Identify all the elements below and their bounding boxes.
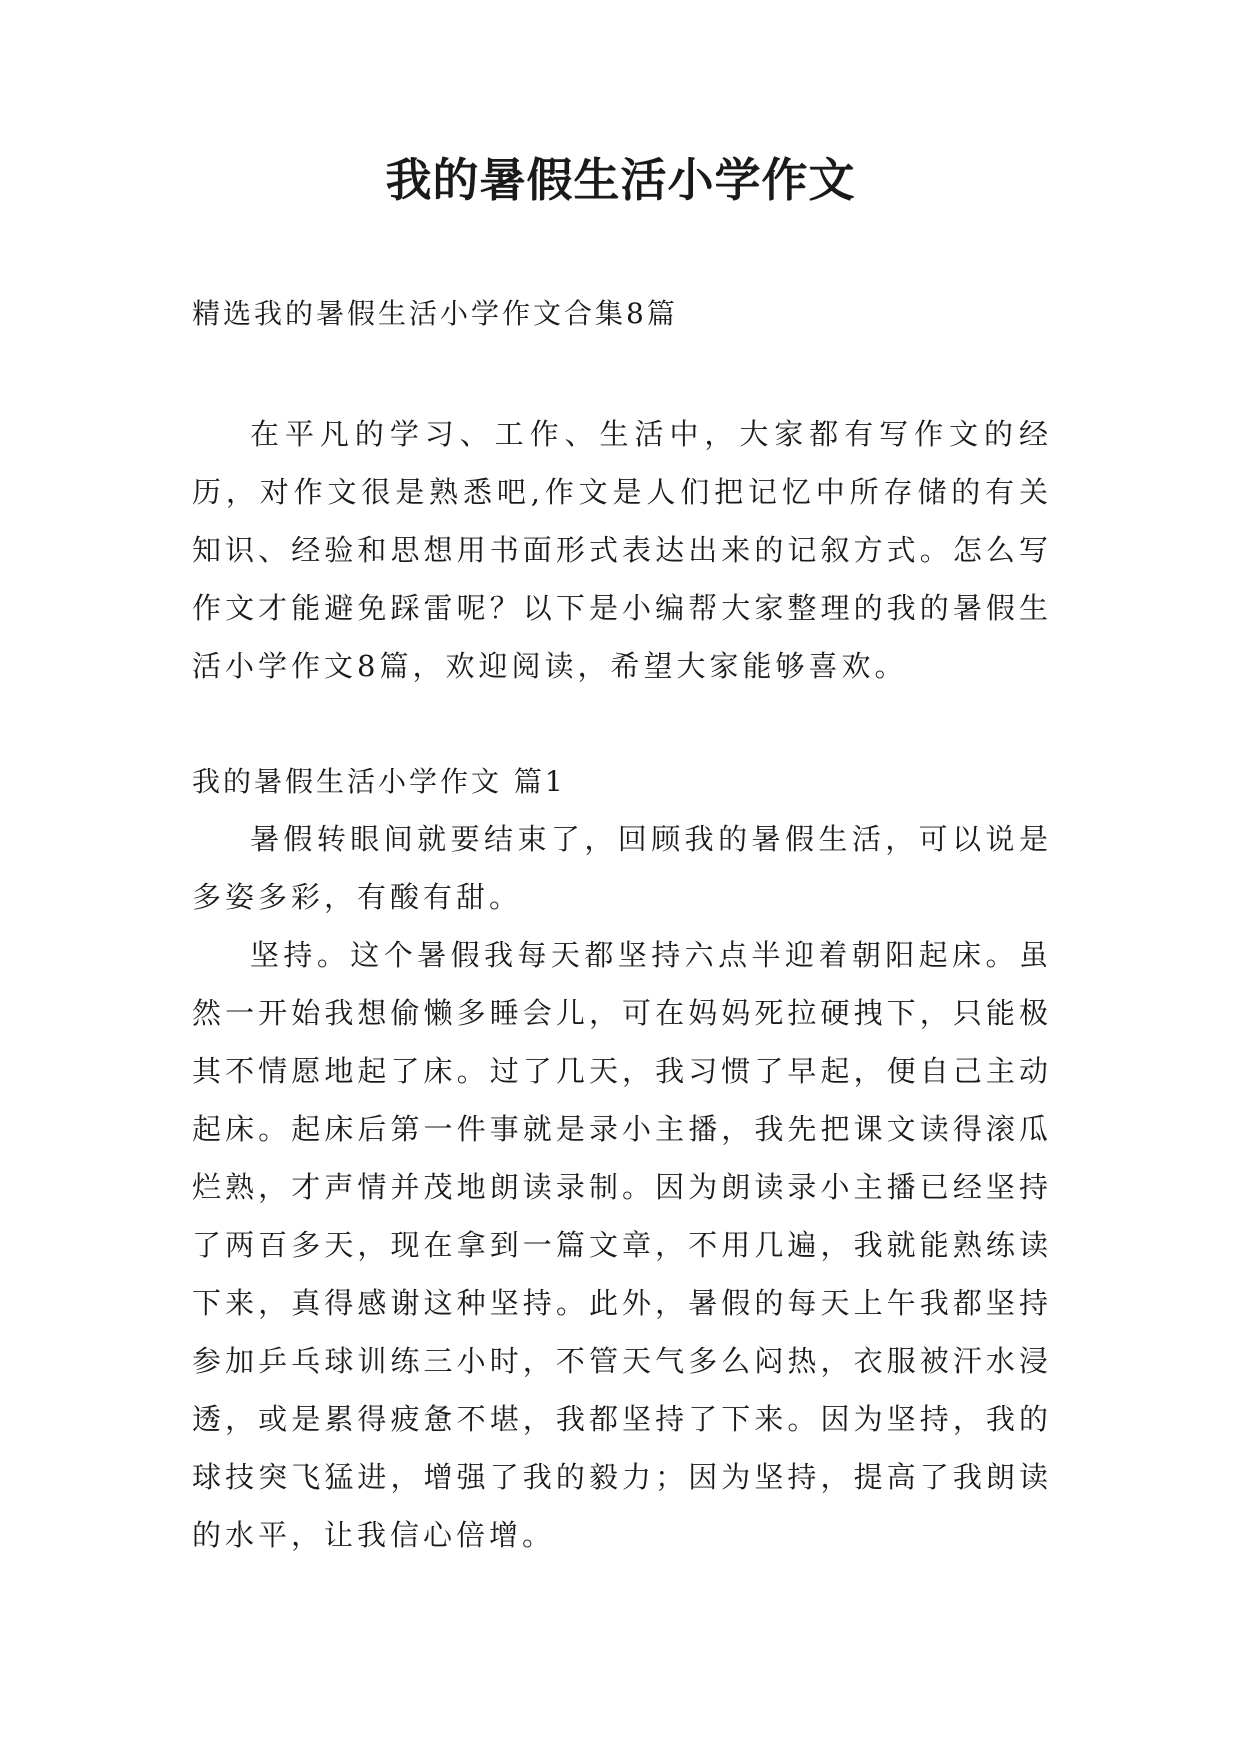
section-heading: 我的暑假生活小学作文 篇1 <box>192 765 566 798</box>
body-paragraph: 坚持。这个暑假我每天都坚持六点半迎着朝阳起床。虽然一开始我想偷懒多睡会儿，可在妈妈死拉硬拽下，只能极其不情愿地起了床。过了几天，我习惯了早起，便自己主动起床。起床后第一件事就是录小主播，我先把课文读得滚瓜烂熟，才声情并茂地朗读录制。因为朗读录小主播已经坚持了两百多天，现在拿到一篇文章，不用几遍，我就能熟练读下来，真得感谢这种坚持。此外，暑假的每天上午我都坚持参加乒乓球训练三小时，不管天气多么闷热，衣服被汗水浸透，或是累得疲惫不堪，我都坚持了下来。因为坚持，我的球技突飞猛进，增强了我的毅力；因为坚持，提高了我朗读的水平，让我信心倍增。 <box>192 938 1052 1552</box>
document-title: 我的暑假生活小学作文 <box>385 153 856 207</box>
document-subtitle: 精选我的暑假生活小学作文合集8篇 <box>192 297 678 330</box>
body-paragraph: 暑假转眼间就要结束了，回顾我的暑假生活，可以说是多姿多彩，有酸有甜。 <box>192 822 1052 914</box>
intro-paragraph: 在平凡的学习、工作、生活中，大家都有写作文的经历，对作文很是熟悉吧,作文是人们把记忆中所存储的有关知识、经验和思想用书面形式表达出来的记叙方式。怎么写作文才能避免踩雷呢？以下是小编帮大家整理的我的暑假生活小学作文8篇，欢迎阅读，希望大家能够喜欢。 <box>192 417 1052 683</box>
